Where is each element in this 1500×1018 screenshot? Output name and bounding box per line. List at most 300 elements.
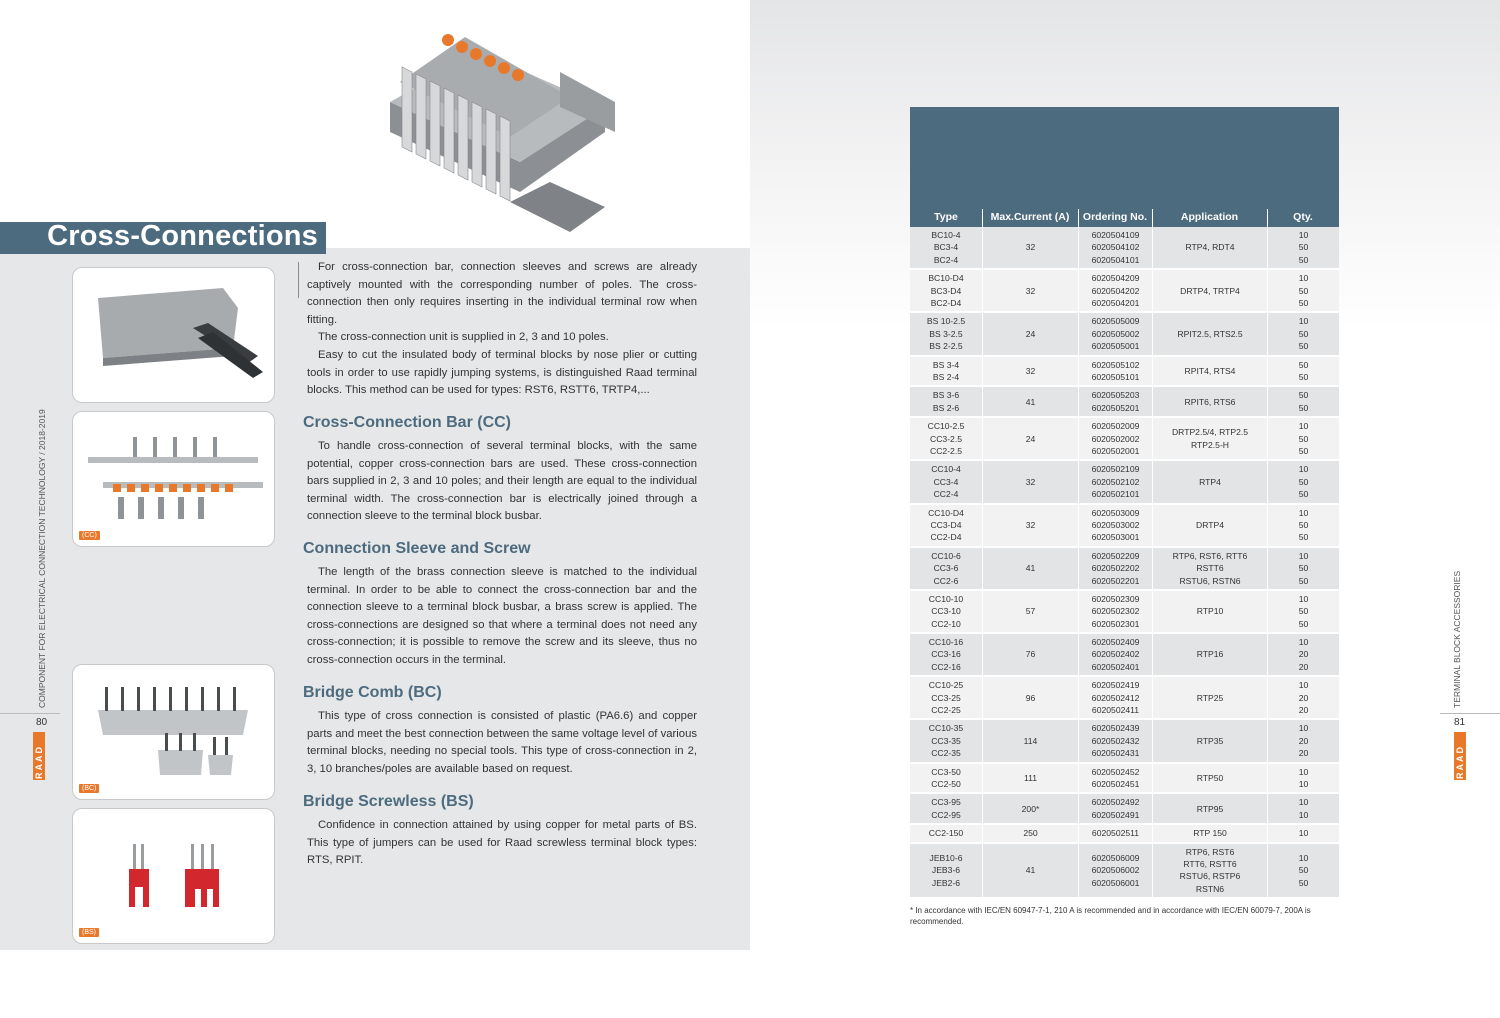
cell-qty bbox=[1267, 825, 1339, 841]
cell-current bbox=[982, 591, 1078, 632]
cell-line: BS 3-4 bbox=[932, 359, 960, 370]
cell-line: CC3-4 bbox=[933, 476, 959, 487]
cell-type bbox=[910, 461, 982, 502]
cc-tag: (CC) bbox=[79, 531, 100, 540]
cell-line: CC3-6 bbox=[933, 563, 959, 574]
cell-line: 50 bbox=[1298, 445, 1309, 456]
cell-line: 6020502411 bbox=[1091, 705, 1140, 716]
cell-ordering-no bbox=[1078, 357, 1152, 386]
cell-line: CC3-95 bbox=[931, 797, 961, 808]
cell-current bbox=[982, 548, 1078, 589]
cell-line: BS 3-2.5 bbox=[929, 328, 963, 339]
cell-line: BC2-4 bbox=[933, 254, 959, 265]
cell-ordering-no bbox=[1078, 418, 1152, 459]
cell-line: 6020505009 bbox=[1091, 316, 1140, 327]
cell-line: CC2-25 bbox=[931, 705, 961, 716]
table-footnote: * In accordance with IEC/EN 60947-7-1, 210 A is recommended and in accordance with IEC/EN 60079-7, 200A is recommended. bbox=[910, 906, 1311, 926]
cc-photo-card bbox=[72, 411, 275, 547]
table-column-headers bbox=[910, 207, 1339, 227]
cell-current bbox=[982, 794, 1078, 823]
cell-line: 50 bbox=[1298, 476, 1309, 487]
cell-line: 6020502009 bbox=[1091, 421, 1140, 432]
cell-line: 20 bbox=[1298, 748, 1309, 759]
cell-type bbox=[910, 794, 982, 823]
cell-ordering-no bbox=[1078, 844, 1152, 898]
cell-application bbox=[1152, 227, 1267, 268]
cell-line: CC3-16 bbox=[931, 649, 961, 660]
column-header-ordering: Ordering No. bbox=[1082, 211, 1148, 223]
cell-line: 6020504109 bbox=[1091, 229, 1140, 240]
intro-paragraph: The cross-connection unit is supplied in 2, 3 and 10 poles. bbox=[318, 331, 609, 344]
cell-line: 10 bbox=[1298, 593, 1309, 604]
cell-line: RPIT6, RTS6 bbox=[1184, 396, 1236, 407]
cell-line: CC2-2.5 bbox=[930, 445, 962, 456]
cell-line: CC2-6 bbox=[933, 575, 959, 586]
cell-line: 20 bbox=[1298, 661, 1309, 672]
cell-qty bbox=[1267, 418, 1339, 459]
cell-current bbox=[982, 844, 1078, 898]
cell-line: CC2-35 bbox=[931, 748, 961, 759]
cell-qty bbox=[1267, 844, 1339, 898]
cell-qty bbox=[1267, 794, 1339, 823]
table-row bbox=[910, 548, 1339, 591]
cell-current bbox=[982, 313, 1078, 354]
cell-type bbox=[910, 270, 982, 311]
cell-ordering-no bbox=[1078, 270, 1152, 311]
cell-qty bbox=[1267, 677, 1339, 718]
cell-line: BC3-D4 bbox=[930, 285, 962, 296]
cell-line: CC10-6 bbox=[931, 550, 961, 561]
intro-paragraph: For cross-connection bar, connection sleeves and screws are already captively mounted with the corresponding number of poles. The cross-connection then only requires inserting in the individual terminal row when fitting. bbox=[307, 261, 697, 326]
cutting-photo-card bbox=[72, 267, 275, 403]
right-side-rule bbox=[1440, 713, 1500, 714]
cell-line: RSTN6 bbox=[1195, 883, 1225, 894]
cell-line: 10 bbox=[1298, 766, 1309, 777]
cell-application bbox=[1152, 764, 1267, 793]
cell-line: 6020504202 bbox=[1091, 285, 1140, 296]
cell-line: 50 bbox=[1298, 242, 1309, 253]
cell-line: 6020502109 bbox=[1091, 464, 1140, 475]
cell-line: CC3-2.5 bbox=[930, 433, 962, 444]
cell-line: 32 bbox=[1025, 365, 1036, 376]
cell-line: 20 bbox=[1298, 692, 1309, 703]
cell-line: 6020504201 bbox=[1091, 297, 1140, 308]
cell-qty bbox=[1267, 591, 1339, 632]
cell-line: JEB3-6 bbox=[931, 865, 961, 876]
cell-line: RSTU6, RSTP6 bbox=[1179, 871, 1241, 882]
cell-line: 10 bbox=[1298, 550, 1309, 561]
cell-line: 50 bbox=[1298, 877, 1309, 888]
cell-line: 10 bbox=[1298, 507, 1309, 518]
cell-qty bbox=[1267, 720, 1339, 761]
cell-line: 41 bbox=[1025, 865, 1036, 876]
table-row bbox=[910, 418, 1339, 461]
cell-line: RTP 150 bbox=[1193, 828, 1227, 839]
cell-line: CC2-150 bbox=[928, 828, 964, 839]
cell-line: 50 bbox=[1298, 285, 1309, 296]
cell-application bbox=[1152, 844, 1267, 898]
cell-application bbox=[1152, 505, 1267, 546]
cell-line: 6020502439 bbox=[1091, 723, 1140, 734]
raad-logo-text: RAAD bbox=[1455, 745, 1465, 779]
cell-line: 6020502402 bbox=[1091, 649, 1140, 660]
cell-line: JEB10-6 bbox=[929, 852, 963, 863]
cell-line: 111 bbox=[1023, 772, 1038, 783]
cell-application bbox=[1152, 313, 1267, 354]
cell-line: RPIT2.5, RTS2.5 bbox=[1177, 328, 1243, 339]
column-header-type: Type bbox=[934, 211, 958, 223]
table-row bbox=[910, 794, 1339, 825]
cell-line: 32 bbox=[1025, 476, 1036, 487]
table-row bbox=[910, 387, 1339, 418]
cell-line: 10 bbox=[1298, 680, 1309, 691]
cell-line: 50 bbox=[1298, 328, 1309, 339]
cell-line: 50 bbox=[1298, 390, 1309, 401]
cell-current bbox=[982, 764, 1078, 793]
cell-line: 6020502511 bbox=[1091, 828, 1140, 839]
intro-paragraph: Easy to cut the insulated body of terminal blocks by nose plier or cutting tools in order to use rapidly jumping systems, is distinguished Raad terminal blocks. This method can be used for types: RST6, RSTT6, TRTP4,... bbox=[307, 348, 697, 397]
cell-application bbox=[1152, 270, 1267, 311]
table-row bbox=[910, 764, 1339, 795]
cell-line: RTP4, RDT4 bbox=[1185, 242, 1235, 253]
table-row bbox=[910, 825, 1339, 843]
cell-line: CC3-D4 bbox=[930, 519, 962, 530]
cell-line: 6020505102 bbox=[1091, 359, 1140, 370]
cell-line: 114 bbox=[1023, 735, 1038, 746]
table-row bbox=[910, 844, 1339, 900]
cell-line: DRTP4 bbox=[1195, 519, 1225, 530]
cell-line: 6020506001 bbox=[1091, 877, 1140, 888]
cell-ordering-no bbox=[1078, 461, 1152, 502]
cell-line: 6020503009 bbox=[1091, 507, 1140, 518]
table-row bbox=[910, 357, 1339, 388]
bc-tag: (BC) bbox=[79, 784, 99, 793]
cell-line: CC2-95 bbox=[931, 809, 961, 820]
cell-line: 6020506002 bbox=[1091, 865, 1140, 876]
cell-line: RTP35 bbox=[1196, 735, 1224, 746]
cell-line: 6020504101 bbox=[1091, 254, 1140, 265]
cell-line: 50 bbox=[1298, 489, 1309, 500]
cell-application bbox=[1152, 720, 1267, 761]
cell-ordering-no bbox=[1078, 387, 1152, 416]
left-page-number: 80 bbox=[36, 717, 48, 728]
cell-application bbox=[1152, 634, 1267, 675]
section-paragraph: Confidence in connection attained by using copper for metal parts of BS. This type of jumpers can be used for Raad screwless terminal block types: RTS, RPIT. bbox=[307, 819, 697, 867]
cell-current bbox=[982, 418, 1078, 459]
cell-line: RTP4 bbox=[1199, 476, 1221, 487]
cell-line: 50 bbox=[1298, 341, 1309, 352]
cell-type bbox=[910, 227, 982, 268]
cell-line: CC3-10 bbox=[931, 606, 961, 617]
cell-line: BS 2-4 bbox=[932, 371, 960, 382]
cell-line: BS 2-6 bbox=[932, 402, 960, 413]
cell-line: 10 bbox=[1298, 723, 1309, 734]
cell-ordering-no bbox=[1078, 794, 1152, 823]
cell-line: CC10-D4 bbox=[928, 507, 964, 518]
section-text-bc bbox=[307, 708, 697, 778]
cell-line: 50 bbox=[1298, 618, 1309, 629]
section-heading-cc: Cross-Connection Bar (CC) bbox=[303, 414, 512, 431]
cell-line: 57 bbox=[1025, 606, 1036, 617]
cell-line: 6020502432 bbox=[1091, 735, 1140, 746]
section-paragraph: The length of the brass connection sleeve is matched to the individual terminal. In order to be able to connect the cross-connection bar and the connection sleeve to a terminal block busbar, a brass screw is applied. The cross-connections are designed so that where a terminal does not need any cross-connection; it is possible to remove the screw and its sleeve, thus no cross-connection occurs in the terminal. bbox=[307, 566, 697, 666]
cell-line: RTP2.5-H bbox=[1190, 439, 1230, 450]
cell-qty bbox=[1267, 227, 1339, 268]
cell-type bbox=[910, 677, 982, 718]
cell-ordering-no bbox=[1078, 764, 1152, 793]
cell-qty bbox=[1267, 634, 1339, 675]
cross-connection-bar-image bbox=[73, 412, 275, 547]
cell-line: CC3-35 bbox=[931, 735, 961, 746]
column-header-qty: Qty. bbox=[1293, 211, 1313, 223]
cell-line: 41 bbox=[1025, 563, 1036, 574]
cell-type bbox=[910, 591, 982, 632]
section-text-sleeve bbox=[307, 564, 697, 670]
cell-qty bbox=[1267, 313, 1339, 354]
cell-line: 6020502492 bbox=[1091, 797, 1140, 808]
cell-line: BS 10-2.5 bbox=[926, 316, 966, 327]
cell-line: 6020502309 bbox=[1091, 593, 1140, 604]
cell-line: 50 bbox=[1298, 563, 1309, 574]
cell-type bbox=[910, 313, 982, 354]
cell-line: DRTP2.5/4, RTP2.5 bbox=[1171, 427, 1249, 438]
cell-qty bbox=[1267, 270, 1339, 311]
section-heading-bs: Bridge Screwless (BS) bbox=[303, 793, 474, 810]
cell-line: 6020502491 bbox=[1091, 809, 1140, 820]
cell-line: BC10-4 bbox=[931, 229, 961, 240]
cell-ordering-no bbox=[1078, 677, 1152, 718]
cell-line: 50 bbox=[1298, 433, 1309, 444]
cell-line: RTP50 bbox=[1196, 772, 1224, 783]
cell-ordering-no bbox=[1078, 548, 1152, 589]
cell-line: 6020502101 bbox=[1091, 489, 1140, 500]
cell-type bbox=[910, 505, 982, 546]
table-row bbox=[910, 227, 1339, 270]
right-side-text: TERMINAL BLOCK ACCESSORIES bbox=[1452, 570, 1462, 708]
cell-line: 50 bbox=[1298, 371, 1309, 382]
cell-line: RPIT4, RTS4 bbox=[1184, 365, 1236, 376]
cell-line: 32 bbox=[1025, 242, 1036, 253]
cell-line: RTP6, RST6, RTT6 bbox=[1172, 550, 1248, 561]
cell-type bbox=[910, 825, 982, 841]
table-row bbox=[910, 461, 1339, 504]
cell-application bbox=[1152, 387, 1267, 416]
cell-line: 6020505001 bbox=[1091, 341, 1140, 352]
cell-line: 10 bbox=[1298, 809, 1309, 820]
cell-application bbox=[1152, 548, 1267, 589]
cell-ordering-no bbox=[1078, 505, 1152, 546]
cell-line: RSTU6, RSTN6 bbox=[1179, 575, 1241, 586]
column-header-application: Application bbox=[1180, 211, 1239, 223]
table-row bbox=[910, 505, 1339, 548]
cell-line: 10 bbox=[1298, 273, 1309, 284]
cell-current bbox=[982, 270, 1078, 311]
cell-line: 50 bbox=[1298, 402, 1309, 413]
table-row bbox=[910, 677, 1339, 720]
cell-line: 6020506009 bbox=[1091, 852, 1140, 863]
cell-type bbox=[910, 357, 982, 386]
cell-application bbox=[1152, 357, 1267, 386]
cell-line: JEB2-6 bbox=[931, 877, 961, 888]
cell-line: 6020503001 bbox=[1091, 532, 1140, 543]
cell-ordering-no bbox=[1078, 825, 1152, 841]
cell-qty bbox=[1267, 505, 1339, 546]
cell-line: 6020502452 bbox=[1091, 766, 1140, 777]
bs-photo-card bbox=[72, 808, 275, 944]
cell-line: 76 bbox=[1025, 649, 1036, 660]
cell-line: 6020502419 bbox=[1091, 680, 1140, 691]
cell-line: CC10-25 bbox=[928, 680, 964, 691]
cell-line: 24 bbox=[1025, 328, 1036, 339]
section-heading-bc: Bridge Comb (BC) bbox=[303, 684, 442, 701]
cell-line: 20 bbox=[1298, 705, 1309, 716]
cell-line: 50 bbox=[1298, 865, 1309, 876]
cell-line: CC10-16 bbox=[928, 637, 964, 648]
cell-ordering-no bbox=[1078, 227, 1152, 268]
cell-line: 50 bbox=[1298, 254, 1309, 265]
cell-type bbox=[910, 548, 982, 589]
page-title: Cross-Connections bbox=[47, 220, 318, 252]
cell-line: CC2-D4 bbox=[930, 532, 962, 543]
table-row bbox=[910, 270, 1339, 313]
cell-line: 6020502102 bbox=[1091, 476, 1140, 487]
cell-current bbox=[982, 357, 1078, 386]
cell-line: 6020502201 bbox=[1091, 575, 1140, 586]
table-row bbox=[910, 591, 1339, 634]
cell-line: CC10-35 bbox=[928, 723, 964, 734]
cell-line: 10 bbox=[1298, 464, 1309, 475]
cell-application bbox=[1152, 461, 1267, 502]
cell-line: 6020503002 bbox=[1091, 519, 1140, 530]
cell-type bbox=[910, 844, 982, 898]
intro-text bbox=[307, 259, 697, 400]
cell-line: CC2-10 bbox=[931, 618, 961, 629]
cell-line: BC2-D4 bbox=[930, 297, 962, 308]
cell-line: 6020504209 bbox=[1091, 273, 1140, 284]
cell-line: CC2-16 bbox=[931, 661, 961, 672]
cell-line: 50 bbox=[1298, 606, 1309, 617]
cell-line: 50 bbox=[1298, 519, 1309, 530]
cell-line: 50 bbox=[1298, 532, 1309, 543]
cell-line: 10 bbox=[1298, 828, 1309, 839]
cell-line: 24 bbox=[1025, 433, 1036, 444]
cell-line: 6020502302 bbox=[1091, 606, 1140, 617]
cell-application bbox=[1152, 418, 1267, 459]
table-row bbox=[910, 313, 1339, 356]
cell-qty bbox=[1267, 357, 1339, 386]
cell-current bbox=[982, 227, 1078, 268]
cell-line: 41 bbox=[1025, 396, 1036, 407]
section-text-cc bbox=[307, 438, 697, 526]
cell-line: 10 bbox=[1298, 316, 1309, 327]
table-body bbox=[910, 227, 1339, 899]
cell-ordering-no bbox=[1078, 634, 1152, 675]
cell-current bbox=[982, 677, 1078, 718]
cell-line: 10 bbox=[1298, 229, 1309, 240]
table-row bbox=[910, 720, 1339, 763]
cell-current bbox=[982, 720, 1078, 761]
cell-line: CC10-10 bbox=[928, 593, 964, 604]
cell-line: 10 bbox=[1298, 637, 1309, 648]
cell-current bbox=[982, 505, 1078, 546]
cell-application bbox=[1152, 677, 1267, 718]
title-bar bbox=[0, 222, 326, 254]
cell-qty bbox=[1267, 548, 1339, 589]
cell-qty bbox=[1267, 387, 1339, 416]
cell-line: 6020502401 bbox=[1091, 661, 1140, 672]
cell-current bbox=[982, 461, 1078, 502]
cell-type bbox=[910, 418, 982, 459]
cell-line: 20 bbox=[1298, 649, 1309, 660]
cell-line: RTP25 bbox=[1196, 692, 1224, 703]
cell-qty bbox=[1267, 764, 1339, 793]
cell-type bbox=[910, 387, 982, 416]
raad-logo bbox=[1454, 732, 1466, 780]
cell-current bbox=[982, 387, 1078, 416]
cell-line: 6020502412 bbox=[1091, 692, 1140, 703]
column-header-current: Max.Current (A) bbox=[990, 211, 1070, 223]
cell-line: 6020502431 bbox=[1091, 748, 1140, 759]
cell-line: CC2-50 bbox=[931, 779, 961, 790]
cell-ordering-no bbox=[1078, 591, 1152, 632]
cell-line: CC3-25 bbox=[931, 692, 961, 703]
cell-line: CC10-2.5 bbox=[927, 421, 965, 432]
cell-line: RTP6, RST6 bbox=[1185, 846, 1235, 857]
cell-line: RTP95 bbox=[1196, 803, 1224, 814]
section-paragraph: To handle cross-connection of several terminal blocks, with the same potential, copper cross-connection bars are used. These cross-connection bars supplied in 2, 3 and 10 poles; and their length are equal to the individual terminal width. The cross-connection bar is electrically joined through a connection sleeve to the terminal block busbar. bbox=[307, 440, 697, 523]
cell-line: 10 bbox=[1298, 421, 1309, 432]
bridge-screwless-image bbox=[73, 809, 275, 944]
right-page-number: 81 bbox=[1454, 717, 1466, 728]
cell-application bbox=[1152, 794, 1267, 823]
cell-application bbox=[1152, 591, 1267, 632]
cell-line: RTP16 bbox=[1196, 649, 1224, 660]
cell-line: 20 bbox=[1298, 735, 1309, 746]
cell-line: 6020502001 bbox=[1091, 445, 1140, 456]
cell-line: 6020505101 bbox=[1091, 371, 1140, 382]
cell-line: 6020504102 bbox=[1091, 242, 1140, 253]
cell-line: DRTP4, TRTP4 bbox=[1180, 285, 1240, 296]
cell-line: 6020502301 bbox=[1091, 618, 1140, 629]
section-paragraph: This type of cross connection is consisted of plastic (PA6.6) and copper parts and meet the best connection between the same voltage level of various terminal blocks, needing no special tools. This type of cross-connection in 2, 3, 10 branches/poles are available based on request. bbox=[307, 710, 697, 775]
cell-line: CC3-50 bbox=[931, 766, 961, 777]
section-text-bs bbox=[307, 817, 697, 870]
cell-line: 32 bbox=[1025, 519, 1036, 530]
cell-line: 250 bbox=[1023, 828, 1038, 839]
terminal-block-hero-image bbox=[370, 12, 620, 244]
cell-line: 6020505201 bbox=[1091, 402, 1140, 413]
cell-line: RSTT6 bbox=[1196, 563, 1224, 574]
section-heading-sleeve: Connection Sleeve and Screw bbox=[303, 540, 531, 557]
raad-logo bbox=[33, 732, 45, 780]
cell-line: 6020505203 bbox=[1091, 390, 1140, 401]
intro-rule bbox=[298, 262, 299, 298]
cell-line: 96 bbox=[1025, 692, 1036, 703]
left-side-text: COMPONENT FOR ELECTRICAL CONNECTION TECHNOLOGY / 2018-2019 bbox=[37, 409, 47, 708]
cell-qty bbox=[1267, 461, 1339, 502]
cell-ordering-no bbox=[1078, 720, 1152, 761]
cell-type bbox=[910, 720, 982, 761]
cell-line: 6020502202 bbox=[1091, 563, 1140, 574]
cell-type bbox=[910, 764, 982, 793]
left-side-rule bbox=[0, 713, 60, 714]
cell-line: 200* bbox=[1021, 803, 1040, 814]
bs-tag: (BS) bbox=[79, 928, 99, 937]
cell-type bbox=[910, 634, 982, 675]
cell-line: CC2-4 bbox=[933, 489, 959, 500]
cell-current bbox=[982, 825, 1078, 841]
cell-line: BC3-4 bbox=[933, 242, 959, 253]
